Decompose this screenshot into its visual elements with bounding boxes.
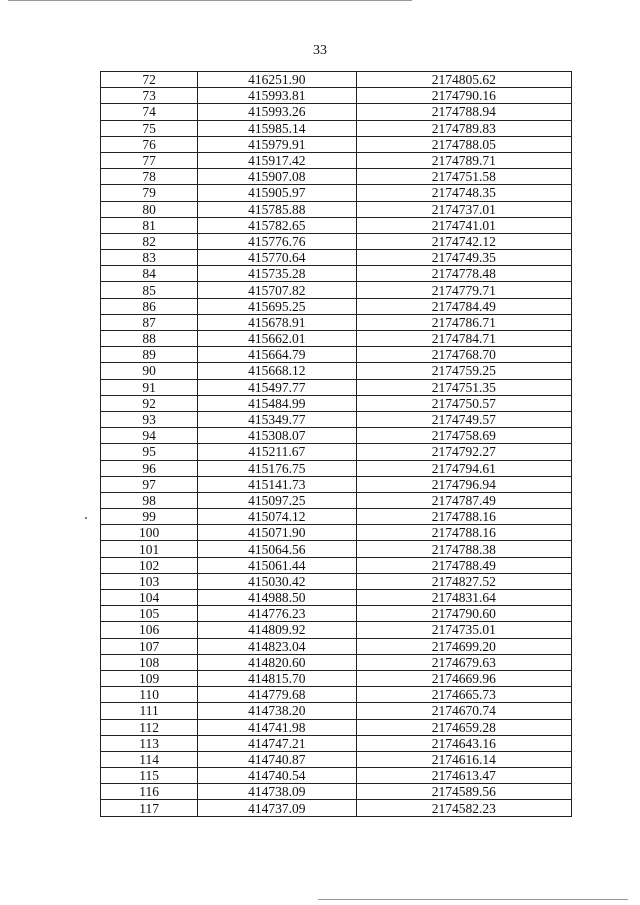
table-row [101, 606, 572, 622]
point-number-cell: 75 [101, 120, 198, 136]
point-number-cell: 84 [101, 266, 198, 282]
y-coordinate-cell: 2174768.70 [356, 347, 571, 363]
point-number-cell: 85 [101, 282, 198, 298]
table-row [101, 185, 572, 201]
x-coordinate-cell: 415484.99 [198, 395, 356, 411]
point-number-cell: 87 [101, 314, 198, 330]
point-number-cell: 109 [101, 670, 198, 686]
table-row [101, 654, 572, 670]
table-row [101, 72, 572, 88]
table-row [101, 120, 572, 136]
point-number-cell: 105 [101, 606, 198, 622]
coordinates-table [100, 71, 572, 817]
point-number-cell: 110 [101, 687, 198, 703]
y-coordinate-cell: 2174790.60 [356, 606, 571, 622]
x-coordinate-cell: 415141.73 [198, 476, 356, 492]
point-number-cell: 92 [101, 395, 198, 411]
point-number-cell: 81 [101, 217, 198, 233]
x-coordinate-cell: 415030.42 [198, 573, 356, 589]
y-coordinate-cell: 2174789.71 [356, 152, 571, 168]
table-row [101, 428, 572, 444]
x-coordinate-cell: 414738.20 [198, 703, 356, 719]
point-number-cell: 74 [101, 104, 198, 120]
table-row [101, 169, 572, 185]
y-coordinate-cell: 2174589.56 [356, 784, 571, 800]
point-number-cell: 117 [101, 800, 198, 816]
y-coordinate-cell: 2174679.63 [356, 654, 571, 670]
table-row [101, 136, 572, 152]
table-row [101, 590, 572, 606]
y-coordinate-cell: 2174778.48 [356, 266, 571, 282]
page-number: 33 [313, 43, 327, 58]
scan-edge-bottom [318, 899, 628, 900]
table-row [101, 363, 572, 379]
point-number-cell: 96 [101, 460, 198, 476]
y-coordinate-cell: 2174582.23 [356, 800, 571, 816]
point-number-cell: 77 [101, 152, 198, 168]
y-coordinate-cell: 2174749.35 [356, 250, 571, 266]
y-coordinate-cell: 2174613.47 [356, 768, 571, 784]
point-number-cell: 72 [101, 72, 198, 88]
table-row [101, 88, 572, 104]
y-coordinate-cell: 2174827.52 [356, 573, 571, 589]
x-coordinate-cell: 415668.12 [198, 363, 356, 379]
table-row [101, 104, 572, 120]
x-coordinate-cell: 415211.67 [198, 444, 356, 460]
y-coordinate-cell: 2174831.64 [356, 590, 571, 606]
point-number-cell: 114 [101, 751, 198, 767]
x-coordinate-cell: 415071.90 [198, 525, 356, 541]
table-row [101, 152, 572, 168]
y-coordinate-cell: 2174796.94 [356, 476, 571, 492]
y-coordinate-cell: 2174759.25 [356, 363, 571, 379]
point-number-cell: 78 [101, 169, 198, 185]
x-coordinate-cell: 415993.81 [198, 88, 356, 104]
table-row [101, 201, 572, 217]
x-coordinate-cell: 415776.76 [198, 233, 356, 249]
table-row [101, 784, 572, 800]
table-row [101, 411, 572, 427]
point-number-cell: 103 [101, 573, 198, 589]
x-coordinate-cell: 414779.68 [198, 687, 356, 703]
point-number-cell: 88 [101, 331, 198, 347]
point-number-cell: 90 [101, 363, 198, 379]
scan-edge-top [8, 0, 412, 1]
y-coordinate-cell: 2174748.35 [356, 185, 571, 201]
x-coordinate-cell: 415097.25 [198, 492, 356, 508]
x-coordinate-cell: 414738.09 [198, 784, 356, 800]
y-coordinate-cell: 2174788.38 [356, 541, 571, 557]
y-coordinate-cell: 2174741.01 [356, 217, 571, 233]
point-number-cell: 115 [101, 768, 198, 784]
x-coordinate-cell: 414988.50 [198, 590, 356, 606]
y-coordinate-cell: 2174616.14 [356, 751, 571, 767]
y-coordinate-cell: 2174788.16 [356, 509, 571, 525]
point-number-cell: 80 [101, 201, 198, 217]
table-row [101, 250, 572, 266]
y-coordinate-cell: 2174659.28 [356, 719, 571, 735]
x-coordinate-cell: 414820.60 [198, 654, 356, 670]
x-coordinate-cell: 415907.08 [198, 169, 356, 185]
x-coordinate-cell: 414815.70 [198, 670, 356, 686]
point-number-cell: 107 [101, 638, 198, 654]
y-coordinate-cell: 2174758.69 [356, 428, 571, 444]
x-coordinate-cell: 415782.65 [198, 217, 356, 233]
table-row [101, 331, 572, 347]
y-coordinate-cell: 2174749.57 [356, 411, 571, 427]
y-coordinate-cell: 2174788.94 [356, 104, 571, 120]
x-coordinate-cell: 415979.91 [198, 136, 356, 152]
table-row [101, 768, 572, 784]
table-row [101, 509, 572, 525]
y-coordinate-cell: 2174665.73 [356, 687, 571, 703]
x-coordinate-cell: 414823.04 [198, 638, 356, 654]
x-coordinate-cell: 414740.54 [198, 768, 356, 784]
x-coordinate-cell: 415917.42 [198, 152, 356, 168]
y-coordinate-cell: 2174789.83 [356, 120, 571, 136]
point-number-cell: 83 [101, 250, 198, 266]
point-number-cell: 73 [101, 88, 198, 104]
x-coordinate-cell: 415664.79 [198, 347, 356, 363]
table-row [101, 347, 572, 363]
table-row [101, 444, 572, 460]
x-coordinate-cell: 416251.90 [198, 72, 356, 88]
table-row [101, 703, 572, 719]
point-number-cell: 95 [101, 444, 198, 460]
table-row [101, 314, 572, 330]
x-coordinate-cell: 414776.23 [198, 606, 356, 622]
scan-speck [85, 517, 87, 519]
x-coordinate-cell: 415074.12 [198, 509, 356, 525]
point-number-cell: 113 [101, 735, 198, 751]
coordinates-table-body [101, 72, 572, 817]
y-coordinate-cell: 2174788.16 [356, 525, 571, 541]
point-number-cell: 86 [101, 298, 198, 314]
y-coordinate-cell: 2174750.57 [356, 395, 571, 411]
table-row [101, 541, 572, 557]
y-coordinate-cell: 2174779.71 [356, 282, 571, 298]
x-coordinate-cell: 415061.44 [198, 557, 356, 573]
table-row [101, 622, 572, 638]
x-coordinate-cell: 415064.56 [198, 541, 356, 557]
x-coordinate-cell: 414809.92 [198, 622, 356, 638]
point-number-cell: 93 [101, 411, 198, 427]
y-coordinate-cell: 2174670.74 [356, 703, 571, 719]
x-coordinate-cell: 415905.97 [198, 185, 356, 201]
y-coordinate-cell: 2174786.71 [356, 314, 571, 330]
x-coordinate-cell: 415176.75 [198, 460, 356, 476]
point-number-cell: 100 [101, 525, 198, 541]
table-row [101, 379, 572, 395]
point-number-cell: 76 [101, 136, 198, 152]
x-coordinate-cell: 414741.98 [198, 719, 356, 735]
point-number-cell: 116 [101, 784, 198, 800]
x-coordinate-cell: 414747.21 [198, 735, 356, 751]
y-coordinate-cell: 2174792.27 [356, 444, 571, 460]
table-row [101, 557, 572, 573]
point-number-cell: 98 [101, 492, 198, 508]
point-number-cell: 79 [101, 185, 198, 201]
table-row [101, 395, 572, 411]
table-row [101, 476, 572, 492]
x-coordinate-cell: 415678.91 [198, 314, 356, 330]
y-coordinate-cell: 2174788.05 [356, 136, 571, 152]
table-row [101, 217, 572, 233]
x-coordinate-cell: 414740.87 [198, 751, 356, 767]
x-coordinate-cell: 415308.07 [198, 428, 356, 444]
y-coordinate-cell: 2174790.16 [356, 88, 571, 104]
table-row [101, 282, 572, 298]
point-number-cell: 112 [101, 719, 198, 735]
y-coordinate-cell: 2174788.49 [356, 557, 571, 573]
table-row [101, 460, 572, 476]
y-coordinate-cell: 2174735.01 [356, 622, 571, 638]
y-coordinate-cell: 2174751.58 [356, 169, 571, 185]
point-number-cell: 99 [101, 509, 198, 525]
y-coordinate-cell: 2174784.49 [356, 298, 571, 314]
table-row [101, 233, 572, 249]
table-row [101, 266, 572, 282]
x-coordinate-cell: 415770.64 [198, 250, 356, 266]
y-coordinate-cell: 2174805.62 [356, 72, 571, 88]
x-coordinate-cell: 415707.82 [198, 282, 356, 298]
x-coordinate-cell: 415662.01 [198, 331, 356, 347]
point-number-cell: 97 [101, 476, 198, 492]
point-number-cell: 111 [101, 703, 198, 719]
table-row [101, 492, 572, 508]
point-number-cell: 104 [101, 590, 198, 606]
x-coordinate-cell: 415985.14 [198, 120, 356, 136]
table-row [101, 800, 572, 816]
x-coordinate-cell: 415735.28 [198, 266, 356, 282]
table-row [101, 670, 572, 686]
table-row [101, 525, 572, 541]
y-coordinate-cell: 2174737.01 [356, 201, 571, 217]
y-coordinate-cell: 2174794.61 [356, 460, 571, 476]
y-coordinate-cell: 2174784.71 [356, 331, 571, 347]
x-coordinate-cell: 415497.77 [198, 379, 356, 395]
x-coordinate-cell: 415993.26 [198, 104, 356, 120]
point-number-cell: 108 [101, 654, 198, 670]
point-number-cell: 106 [101, 622, 198, 638]
table-row [101, 298, 572, 314]
x-coordinate-cell: 415785.88 [198, 201, 356, 217]
table-row [101, 687, 572, 703]
point-number-cell: 101 [101, 541, 198, 557]
point-number-cell: 89 [101, 347, 198, 363]
point-number-cell: 91 [101, 379, 198, 395]
y-coordinate-cell: 2174669.96 [356, 670, 571, 686]
table-row [101, 719, 572, 735]
x-coordinate-cell: 415695.25 [198, 298, 356, 314]
y-coordinate-cell: 2174643.16 [356, 735, 571, 751]
y-coordinate-cell: 2174699.20 [356, 638, 571, 654]
point-number-cell: 82 [101, 233, 198, 249]
table-row [101, 573, 572, 589]
table-row [101, 735, 572, 751]
y-coordinate-cell: 2174787.49 [356, 492, 571, 508]
table-row [101, 751, 572, 767]
y-coordinate-cell: 2174742.12 [356, 233, 571, 249]
y-coordinate-cell: 2174751.35 [356, 379, 571, 395]
x-coordinate-cell: 414737.09 [198, 800, 356, 816]
table-row [101, 638, 572, 654]
x-coordinate-cell: 415349.77 [198, 411, 356, 427]
point-number-cell: 102 [101, 557, 198, 573]
point-number-cell: 94 [101, 428, 198, 444]
